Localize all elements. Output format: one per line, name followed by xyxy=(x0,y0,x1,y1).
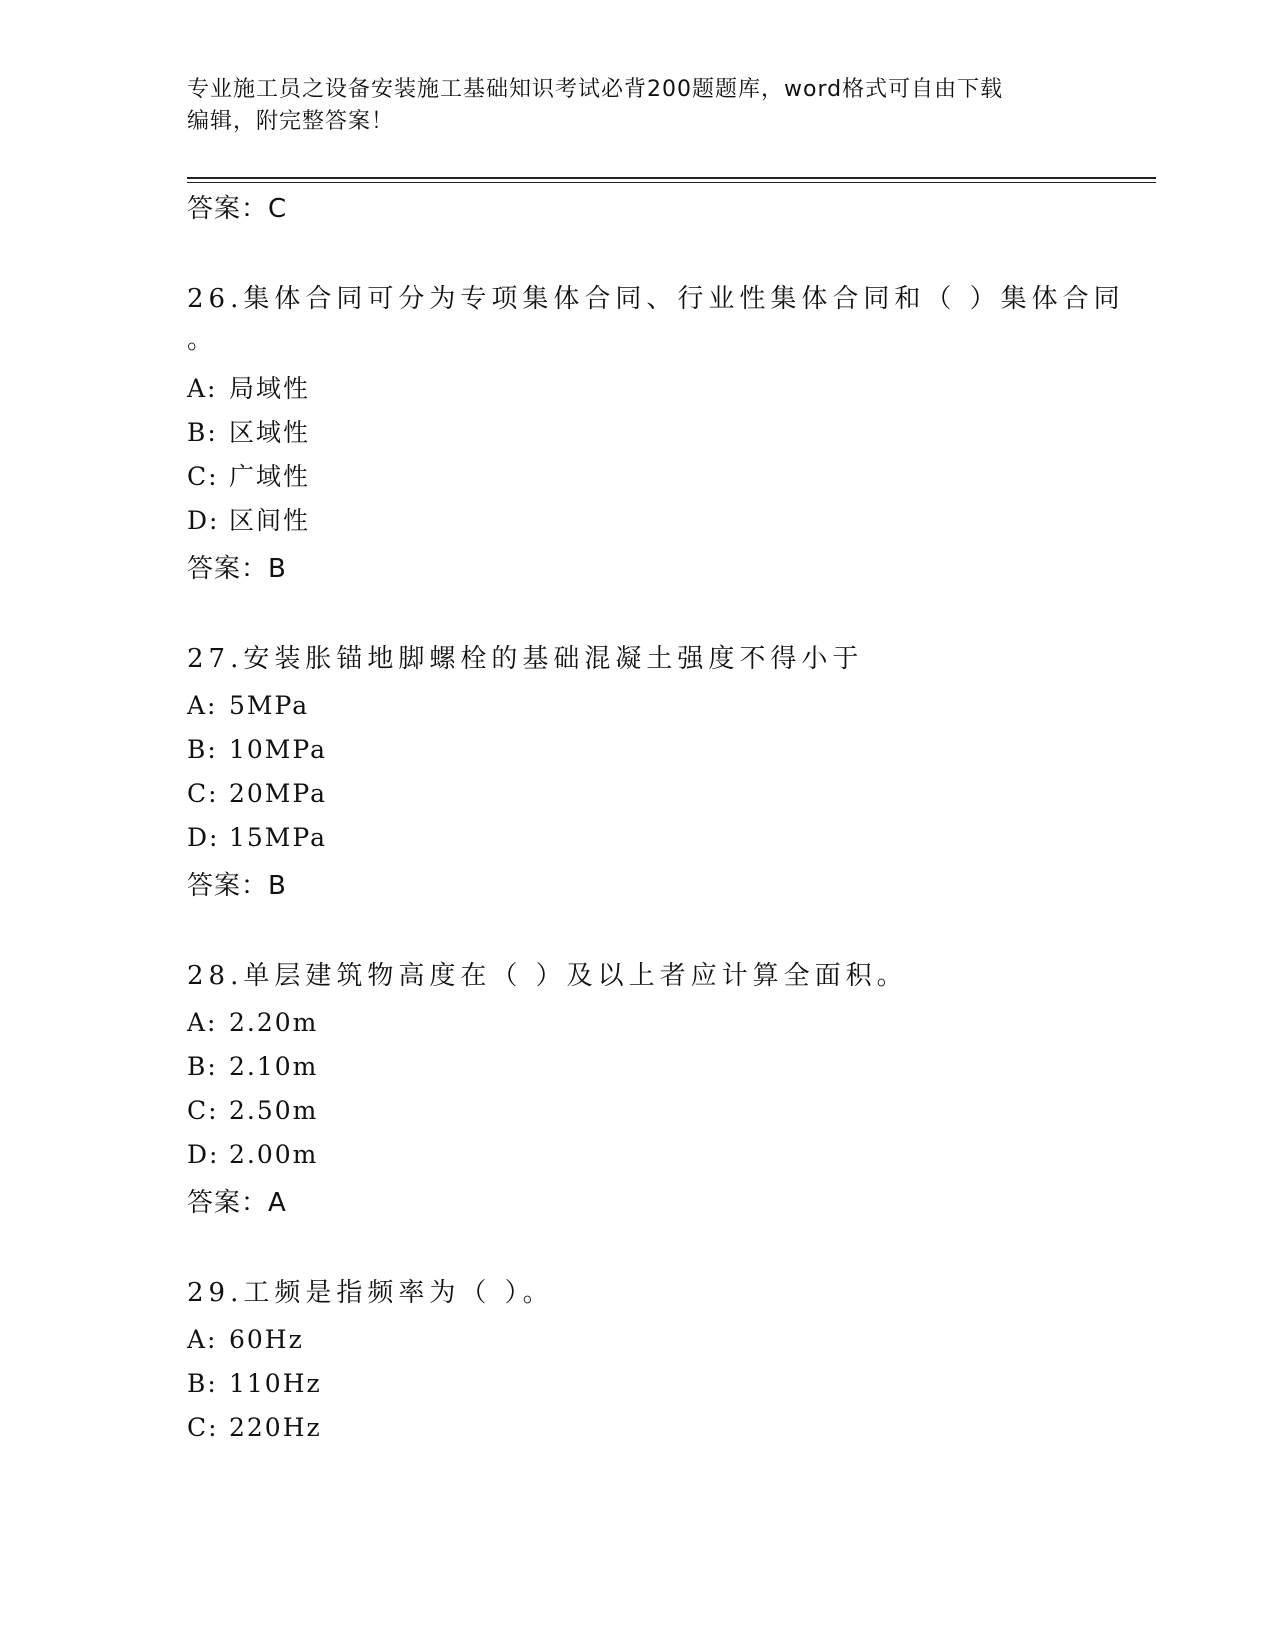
option-letter: B: xyxy=(187,735,218,764)
question-26-option-c xyxy=(187,461,310,493)
question-29-stem: 29.工频是指频率为（ ）。 xyxy=(187,1278,554,1308)
option-text: 15MPa xyxy=(229,823,328,852)
question-27-option-a xyxy=(187,690,309,722)
question-27-stem: 27.安装胀锚地脚螺栓的基础混凝土强度不得小于 xyxy=(187,644,864,674)
question-26-stem: 26.集体合同可分为专项集体合同、行业性集体合同和（ ）集体合同 xyxy=(187,284,1125,314)
option-text: 2.50m xyxy=(229,1096,319,1125)
question-27-answer: 答案：B xyxy=(187,871,287,901)
header-line-2: 编辑，附完整答案！ xyxy=(187,109,395,134)
option-letter: A: xyxy=(187,691,218,720)
question-28-answer: 答案：A xyxy=(187,1188,287,1218)
option-text: 110Hz xyxy=(229,1369,322,1398)
question-28-stem: 28.单层建筑物高度在（ ）及以上者应计算全面积。 xyxy=(187,961,908,991)
option-letter: C: xyxy=(187,779,219,808)
option-text: 局域性 xyxy=(229,374,311,403)
option-letter: D: xyxy=(187,1140,220,1169)
option-letter: C: xyxy=(187,1096,219,1125)
question-28-option-d xyxy=(187,1139,318,1171)
option-letter: C: xyxy=(187,1413,219,1442)
header-divider-thin xyxy=(187,182,1156,183)
question-26-stem-cont: 。 xyxy=(187,325,219,355)
option-letter: A: xyxy=(187,374,218,403)
header-divider-thick xyxy=(187,177,1156,179)
option-text: 2.20m xyxy=(229,1008,319,1037)
option-text: 区间性 xyxy=(229,506,311,535)
option-letter: B: xyxy=(187,1052,218,1081)
option-letter: D: xyxy=(187,506,220,535)
option-text: 2.00m xyxy=(229,1140,319,1169)
option-text: 220Hz xyxy=(229,1413,322,1442)
question-26-answer: 答案：B xyxy=(187,554,287,584)
question-26-option-a xyxy=(187,373,310,405)
option-text: 2.10m xyxy=(229,1052,319,1081)
question-26-option-d xyxy=(187,505,310,537)
option-letter: A: xyxy=(187,1325,218,1354)
option-letter: A: xyxy=(187,1008,218,1037)
question-27-option-b xyxy=(187,734,327,766)
document-header xyxy=(187,74,1067,138)
question-28-option-b xyxy=(187,1051,318,1083)
option-letter: B: xyxy=(187,1369,218,1398)
option-letter: C: xyxy=(187,462,219,491)
option-text: 60Hz xyxy=(229,1325,304,1354)
question-29-option-b xyxy=(187,1368,322,1400)
option-text: 20MPa xyxy=(229,779,328,808)
option-letter: B: xyxy=(187,418,218,447)
question-28-option-c xyxy=(187,1095,318,1127)
question-29-option-c xyxy=(187,1412,322,1444)
previous-answer: 答案：C xyxy=(187,194,288,224)
question-29-option-a xyxy=(187,1324,304,1356)
option-text: 5MPa xyxy=(229,691,310,720)
header-line-1: 专业施工员之设备安装施工基础知识考试必背200题题库，word格式可自由下载 xyxy=(187,77,1004,102)
question-28-option-a xyxy=(187,1007,318,1039)
question-26-option-b xyxy=(187,417,310,449)
question-27-option-c xyxy=(187,778,327,810)
option-text: 区域性 xyxy=(229,418,311,447)
question-27-option-d xyxy=(187,822,327,854)
option-letter: D: xyxy=(187,823,220,852)
option-text: 广域性 xyxy=(229,462,311,491)
option-text: 10MPa xyxy=(229,735,328,764)
